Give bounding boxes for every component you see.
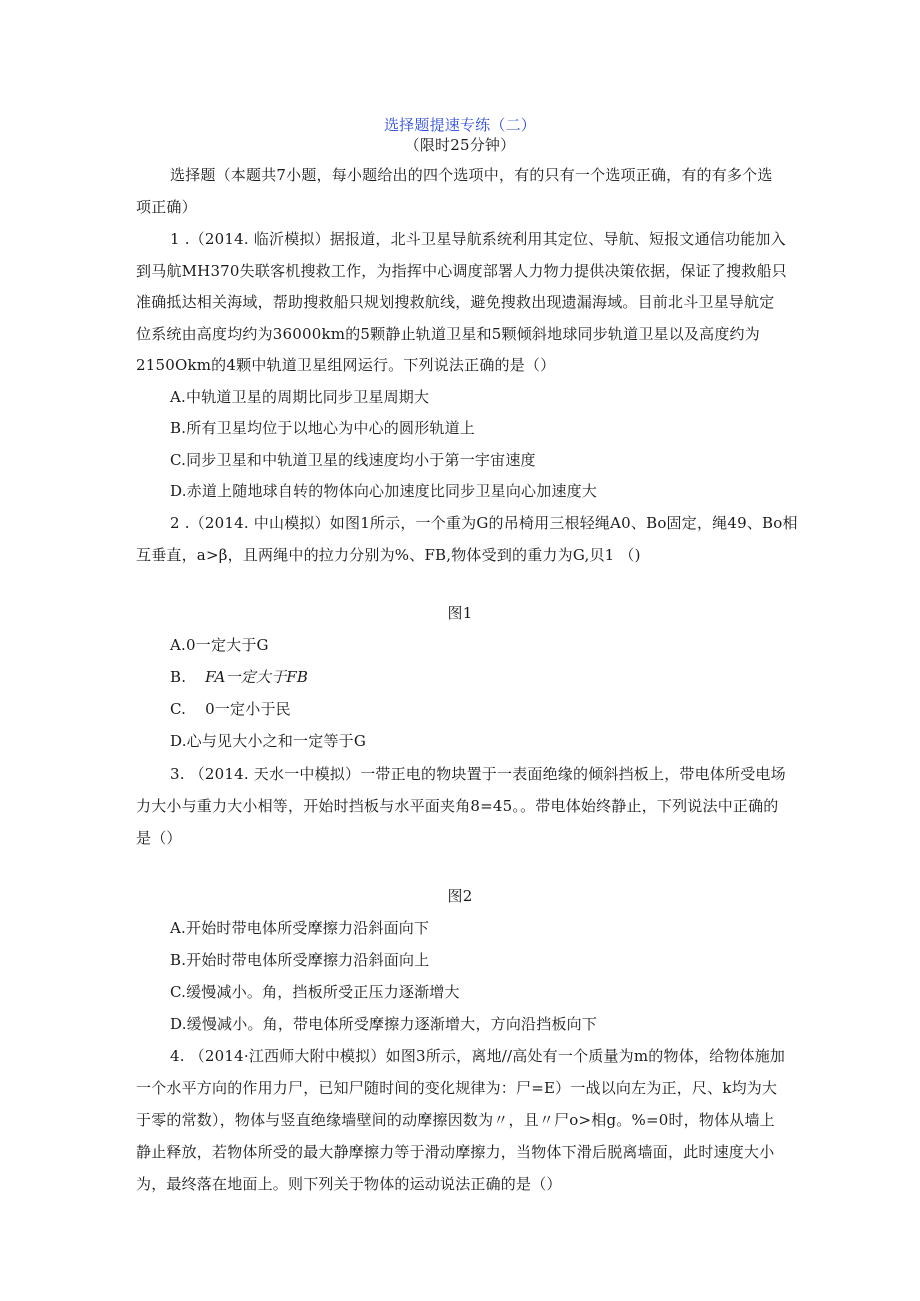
q3-line-3: 是（） [136, 829, 182, 847]
q2-line-2: 互垂直，a>β，且两绳中的拉力分别为%、FB,物体受到的重力为G,贝1 （) [136, 546, 641, 564]
figure-2-label: 图2 [447, 887, 473, 905]
q3-option-a: A.开始时带电体所受摩擦力沿斜面向下 [170, 919, 430, 937]
q2-option-c-prefix: C. [170, 700, 187, 718]
q2-option-b [170, 667, 308, 687]
q2-option-a: A.0一定大于G [170, 636, 269, 654]
q1-option-c: C.同步卫星和中轨道卫星的线速度均小于第一宇宙速度 [170, 451, 536, 469]
q1-line-1: 1 .（2014. 临沂模拟）据报道，北斗卫星导航系统利用其定位、导航、短报文通信功能加入 [170, 230, 786, 248]
q2-option-c-text: 0一定小于民 [205, 700, 291, 718]
q3-option-b: B.开始时带电体所受摩擦力沿斜面向上 [170, 951, 430, 969]
time-limit: （限时25分钟） [404, 136, 516, 154]
q2-line-1: 2 .（2014. 中山模拟）如图1所示，一个重为G的吊椅用三根轻绳A0、Bo固定，绳49、Bo相 [170, 514, 798, 532]
q1-line-3: 准确抵达相关海域，帮助搜救船只规划搜救航线，避免搜救出现遗漏海域。目前北斗卫星导航定 [136, 293, 775, 311]
q1-line-2: 到马航MH370失联客机搜救工作，为指挥中心调度部署人力物力提供决策依据，保证了搜救船只 [136, 262, 787, 280]
q3-line-2: 力大小与重力大小相等，开始时挡板与水平面夹角8=45。。带电体始终静止，下列说法中正确的 [136, 797, 779, 815]
q4-line-5: 为，最终落在地面上。则下列关于物体的运动说法正确的是（） [136, 1175, 562, 1193]
q3-option-d: D.缓慢减小。角，带电体所受摩擦力逐渐增大，方向沿挡板向下 [170, 1015, 598, 1033]
page-title: 选择题提速专练（二） [383, 116, 536, 134]
q4-line-3: 于零的常数），物体与竖直绝缘墙壁间的动摩擦因数为〃，且〃尸o>相g。%=0时，物体从墙上 [136, 1111, 775, 1129]
intro-line-1: 选择题（本题共7小题，每小题给出的四个选项中，有的只有一个选项正确，有的有多个选 [170, 166, 773, 184]
q2-option-b-prefix: B. [170, 668, 187, 686]
intro-line-2: 项正确） [136, 198, 197, 216]
q2-option-c [170, 699, 291, 719]
q2-option-b-text: FA一定大于FB [205, 668, 309, 686]
q1-option-a: A.中轨道卫星的周期比同步卫星周期大 [170, 388, 430, 406]
q2-option-d: D.心与见大小之和一定等于G [170, 732, 367, 750]
q4-line-4: 静止释放，若物体所受的最大静摩擦力等于滑动摩擦力，当物体下滑后脱离墙面，此时速度大小 [136, 1143, 775, 1161]
q4-line-1: 4. （2014·江西师大附中模拟）如图3所示，离地//高处有一个质量为m的物体，给物体施加 [170, 1047, 786, 1065]
q3-line-1: 3. （2014. 天水一中模拟）一带正电的物块置于一表面绝缘的倾斜挡板上，带电体所受电场 [170, 765, 786, 783]
q1-line-5: 2150Okm的4颗中轨道卫星组网运行。下列说法正确的是（） [136, 356, 556, 374]
q1-option-b: B.所有卫星均位于以地心为中心的圆形轨道上 [170, 419, 475, 437]
q4-line-2: 一个水平方向的作用力尸，已知尸随时间的变化规律为：尸=E）一战以向左为正，尺、k均为大 [136, 1079, 778, 1097]
figure-1-label: 图1 [447, 604, 473, 622]
q1-option-d: D.赤道上随地球自转的物体向心加速度比同步卫星向心加速度大 [170, 482, 598, 500]
q1-line-4: 位系统由高度均约为36000km的5颗静止轨道卫星和5颗倾斜地球同步轨道卫星以及高度约为 [136, 325, 760, 343]
q3-option-c: C.缓慢减小。角，挡板所受正压力逐渐增大 [170, 983, 460, 1001]
